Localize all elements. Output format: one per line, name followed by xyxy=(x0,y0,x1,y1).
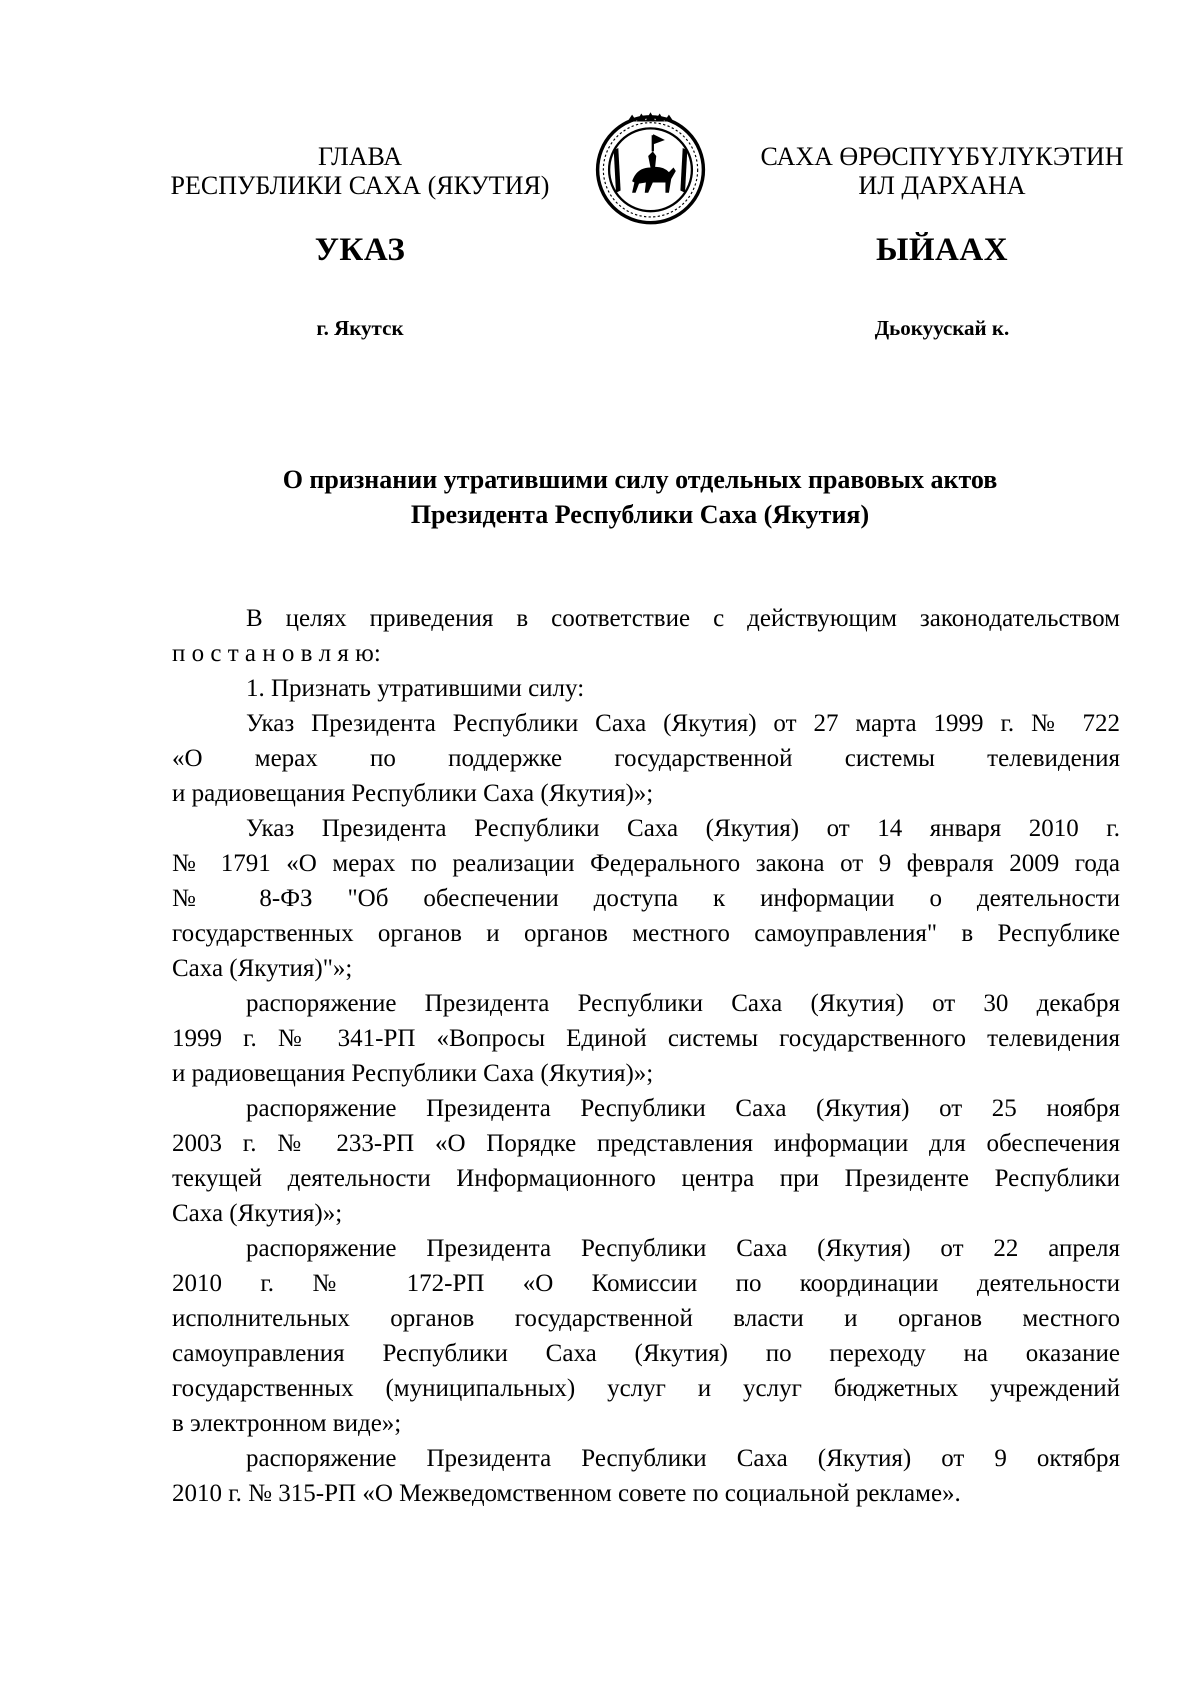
body-line: В целях приведения в соответствие с действующим законодательством xyxy=(246,605,1120,632)
body-line: самоуправления Республики Саха (Якутия) по переходу на оказание xyxy=(172,1340,1120,1367)
body-line: Указ Президента Республики Саха (Якутия) от 27 марта 1999 г. № 722 xyxy=(246,710,1120,737)
header-right-line: САХА ӨРӨСПҮҮБҮЛҮКЭТИН xyxy=(760,142,1124,171)
title-line: Президента Республики Саха (Якутия) xyxy=(410,500,870,529)
header-left-line: РЕСПУБЛИКИ САХА (ЯКУТИЯ) xyxy=(170,171,550,200)
document-body xyxy=(172,601,1120,1511)
body-line: и радиовещания Республики Саха (Якутия)»; xyxy=(172,780,654,807)
body-line: текущей деятельности Информационного центра при Президенте Республики xyxy=(172,1165,1120,1192)
city-right: Дьокуускай к. xyxy=(874,316,1010,340)
header-left xyxy=(160,142,560,200)
body-line: Саха (Якутия)»; xyxy=(172,1200,343,1227)
body-line: 1999 г. № 341-РП «Вопросы Единой системы государственного телевидения xyxy=(172,1025,1120,1052)
body-line: распоряжение Президента Республики Саха (Якутия) от 9 октября xyxy=(246,1445,1120,1472)
city-left: г. Якутск xyxy=(316,316,404,340)
header-right xyxy=(746,142,1138,200)
body-line: в электронном виде»; xyxy=(172,1410,402,1437)
doc-type-right: ЫЙААХ xyxy=(875,232,1009,268)
body-line: государственных (муниципальных) услуг и услуг бюджетных учреждений xyxy=(172,1375,1120,1402)
body-line: 2010 г. № 315-РП «О Межведомственном совете по социальной рекламе». xyxy=(172,1480,961,1507)
body-line: Указ Президента Республики Саха (Якутия) от 14 января 2010 г. xyxy=(246,815,1120,842)
body-line: распоряжение Президента Республики Саха (Якутия) от 30 декабря xyxy=(246,990,1120,1017)
body-line: распоряжение Президента Республики Саха (Якутия) от 25 ноября xyxy=(246,1095,1120,1122)
body-line: государственных органов и органов местного самоуправления" в Республике xyxy=(172,920,1120,947)
body-line: 1. Признать утратившими силу: xyxy=(246,675,585,702)
body-line: п о с т а н о в л я ю: xyxy=(172,640,381,667)
coat-of-arms-emblem-icon xyxy=(593,110,708,225)
body-line: № 1791 «О мерах по реализации Федерального закона от 9 февраля 2009 года xyxy=(172,850,1120,877)
body-line: распоряжение Президента Республики Саха (Якутия) от 22 апреля xyxy=(246,1235,1120,1262)
header-left-line: ГЛАВА xyxy=(318,142,402,171)
body-line: 2003 г. № 233-РП «О Порядке представления информации для обеспечения xyxy=(172,1130,1120,1157)
body-line: 2010 г. № 172-РП «О Комиссии по координации деятельности xyxy=(172,1270,1120,1297)
document-title xyxy=(160,462,1120,532)
doc-type-left: УКАЗ xyxy=(314,232,406,268)
title-line: О признании утратившими силу отдельных правовых актов xyxy=(282,465,998,494)
body-line: № 8-ФЗ "Об обеспечении доступа к информации о деятельности xyxy=(172,885,1120,912)
body-line: «О мерах по поддержке государственной системы телевидения xyxy=(172,745,1120,772)
body-line: и радиовещания Республики Саха (Якутия)»; xyxy=(172,1060,654,1087)
body-line: исполнительных органов государственной власти и органов местного xyxy=(172,1305,1120,1332)
header-right-line: ИЛ ДАРХАНА xyxy=(858,171,1026,200)
body-line: Саха (Якутия)"»; xyxy=(172,955,353,982)
